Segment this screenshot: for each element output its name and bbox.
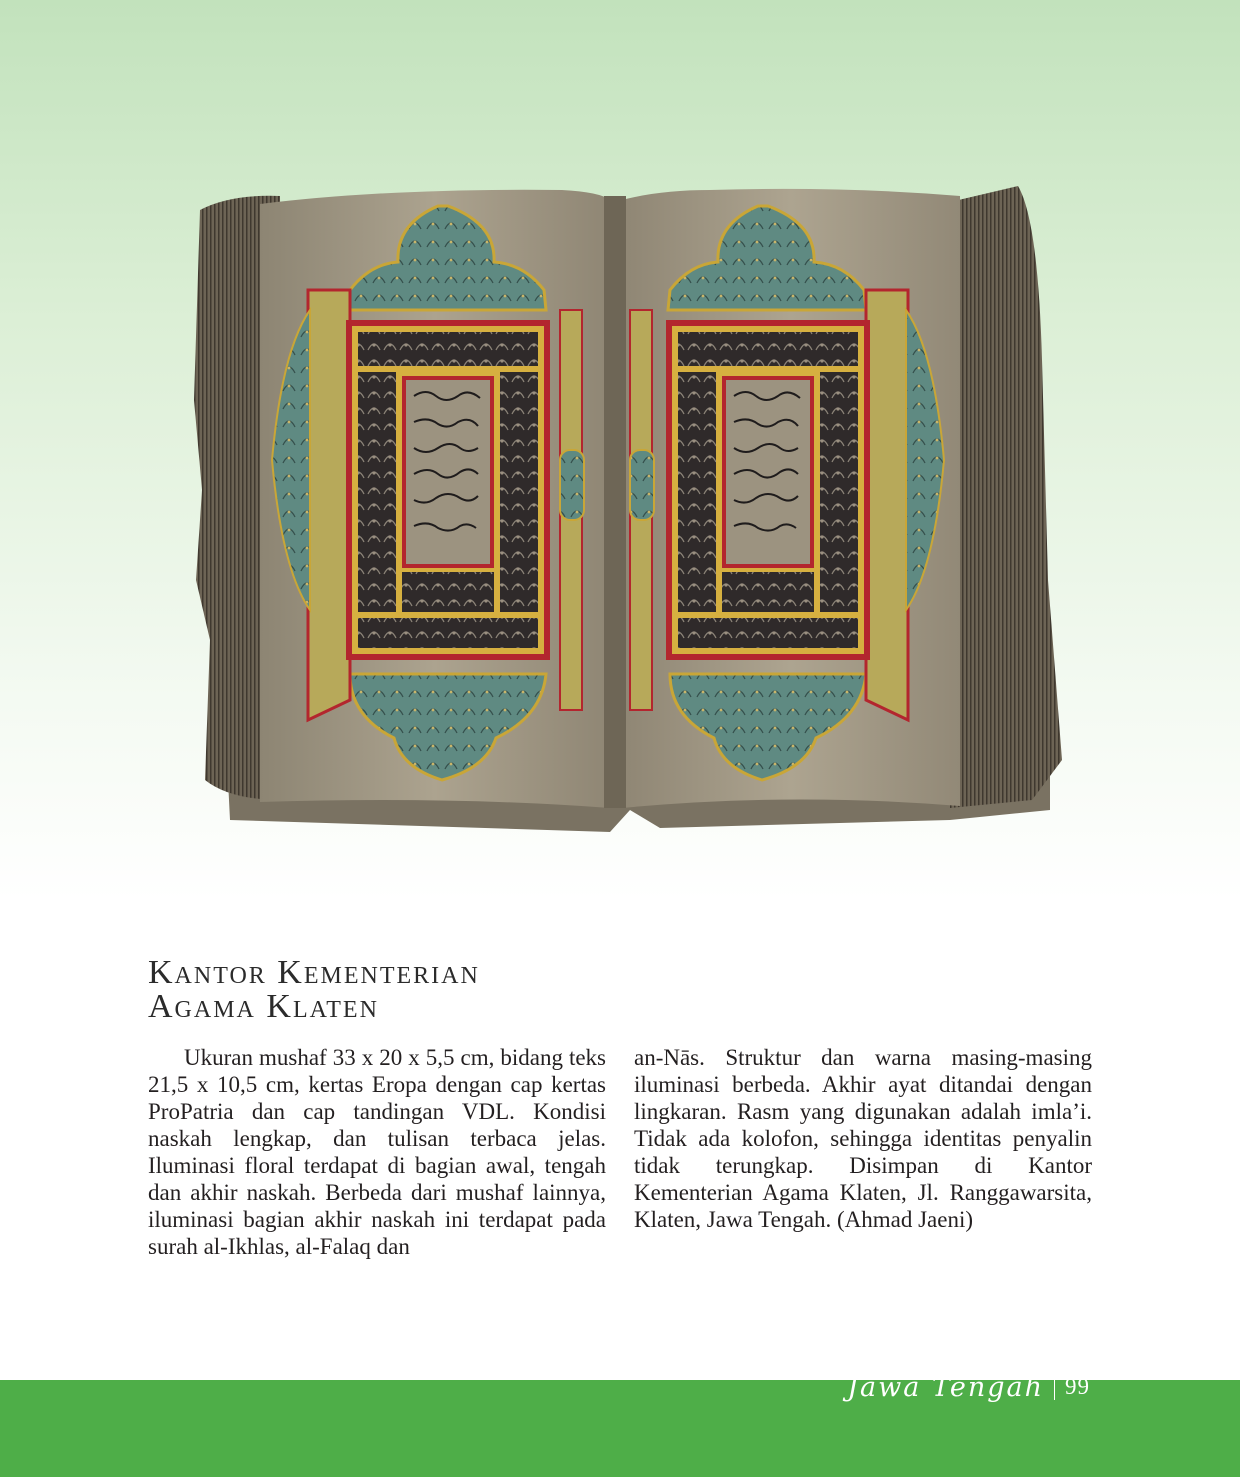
page-number: 99 (1065, 1374, 1090, 1399)
title-line-2: Agama Klaten (148, 988, 379, 1025)
title-line-1: Kantor Kementerian (148, 954, 480, 991)
body-paragraph-right: an-Nās. Struktur dan warna masing-masing iluminasi berbeda. Akhir ayat ditandai dengan lingkaran. Rasm yang digunakan adalah imla’i. Tidak ada kolofon, sehingga identitas penyalin tidak terungkap. Disimpan di Kantor Kementerian Agama Klaten, Jl. Ranggawarsita, Klaten, Jawa Tengah. (Ahmad Jaeni) (634, 1045, 1092, 1232)
manuscript-photo (190, 160, 1070, 840)
page-title (148, 956, 480, 1024)
footer-divider (1054, 1374, 1055, 1400)
body-column-left (148, 1044, 606, 1260)
body-paragraph-left: Ukuran mushaf 33 x 20 x 5,5 cm, bidang teks 21,5 x 10,5 cm, kertas Eropa dengan cap kertas ProPatria dan cap tandingan VDL. Kondisi naskah lengkap, dan tulisan terbaca jelas. Iluminasi floral terdapat di bagian awal, tengah dan akhir naskah. Berbeda dari mushaf lainnya, iluminasi bagian akhir naskah ini terdapat pada surah al-Ikhlas, al-Falaq dan (148, 1045, 606, 1259)
section-name: Jawa Tengah (847, 1371, 1044, 1403)
running-footer (847, 1362, 1090, 1412)
body-column-right (634, 1044, 1092, 1233)
